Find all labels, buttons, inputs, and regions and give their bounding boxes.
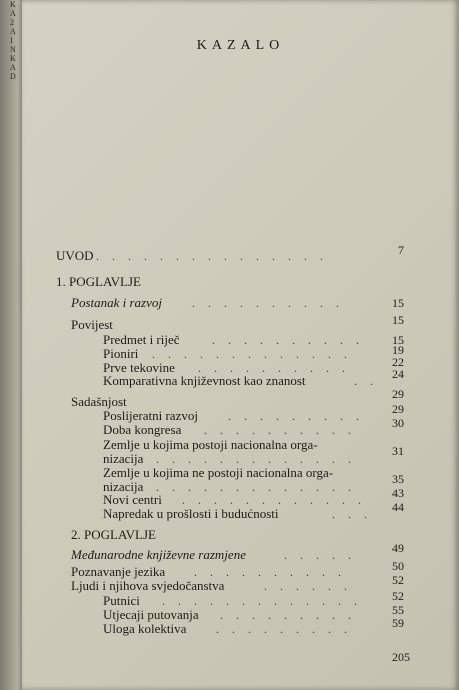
page-title: KAZALO [196,38,285,53]
chapter-heading [22,274,459,290]
toc-entry-page: 15 [392,296,404,310]
toc-entry-page: 30 [392,416,404,430]
toc-entry-label: nizacija [103,451,144,466]
toc-entry-label: Sadašnjost [71,394,127,409]
toc-entry [22,500,459,522]
toc-entry-page: 31 [392,444,404,458]
leader-dots: . . . . . . . . . . . . . [156,452,356,466]
toc-entry [22,313,459,333]
spine-char: K [10,54,16,63]
toc-entry-label: 2. POGLAVLJE [71,527,156,542]
toc-entry-page: 22 [392,355,404,369]
spine-char: A [10,9,16,18]
toc-entry-page: 7 [398,243,404,257]
spine-char: K [10,0,16,9]
toc-entry-label: Poznavanje jezika [71,564,166,579]
toc-entry-label: Prve tekovine [103,360,175,375]
toc-entry-label: Uloga kolektiva [103,621,187,636]
leader-dots: . . . . . [284,548,356,562]
toc-entry [22,243,459,264]
toc-entry-label: UVOD [56,248,94,263]
toc-entry-label: Predmet i riječ [103,332,180,347]
toc-entry-label: Međunarodne književne razmjene [71,547,246,562]
toc-entry-label: Napredak u prošlosti i budućnosti [103,506,279,521]
toc-entry-page: 44 [392,500,404,514]
toc-entry-label: nizacija [103,479,144,494]
leader-dots: . . . . . . . . . . . . . [152,347,352,361]
leader-dots: . . . . . . . . . . [198,361,350,375]
spine-char: N [10,45,16,54]
toc-entry-label: Ljudi i njihova svjedočanstva [71,578,225,593]
toc-entry-label: Postanak i razvoj [71,295,162,310]
leader-dots: . . . . . . [264,579,352,593]
adjacent-page-text [10,0,20,230]
toc-entry-page: 49 [392,541,404,555]
toc-entry [22,616,459,637]
toc-entry-page: 29 [392,402,404,416]
toc-entry-page: 15 [392,333,404,347]
leader-dots: . . . . . . . . . . . . . [162,594,362,608]
leader-dots: . . . . . . . . . . [192,296,344,310]
spine-char: 2 [10,18,14,27]
toc-entry-page: 24 [392,367,404,381]
leader-dots: . . [354,374,378,388]
leader-dots: . . . . . . . . . [216,622,352,636]
toc-entry-label: Poslijeratni razvoj [103,408,198,423]
toc-entry-page: 35 [392,472,404,486]
toc-entry-page: 55 [392,603,404,617]
spine-char: D [10,72,16,81]
leader-dots: . . . . . . . . . . [204,423,356,437]
leader-dots: . . . . . . . . . . . . [182,493,366,507]
toc-entry-label: Putnici [103,593,140,608]
toc-entry-label: Zemlje u kojima postoji nacionalna orga- [103,437,318,452]
toc-entry-page: 19 [392,343,404,357]
table-of-contents [22,0,459,690]
toc-entry-page: 52 [392,589,404,603]
toc-entry-page: 43 [392,486,404,500]
toc-entry-label: Povijest [71,317,113,332]
toc-entry-label: Doba kongresa [103,422,182,437]
leader-dots: . . . . . . . . . . . . . [156,480,356,494]
toc-entry-label: Komparativna književnost kao znanost [103,373,306,388]
book-page [22,0,459,690]
leader-dots: . . . . . . . . . . [194,565,346,579]
leader-dots: . . . . . . . . . . [212,333,364,347]
toc-entry-page: 59 [392,616,404,630]
toc-entry-page: 15 [392,313,404,327]
leader-dots: . . . . . . . . . [220,608,356,622]
page-number: 205 [392,650,410,664]
toc-entry-page: 50 [392,559,404,573]
toc-entry-page: 29 [392,387,404,401]
spine-char: I [10,36,13,45]
leader-dots: . . . . . . . . . [228,409,364,423]
toc-entry-label: Zemlje u kojima ne postoji nacionalna orga- [103,465,334,480]
toc-entry-page: 52 [392,573,404,587]
toc-entry [22,416,459,438]
toc-entry-label: Novi centri [103,492,162,507]
toc-entry-label: Pioniri [103,346,139,361]
leader-dots: . . . . . . . . . . . . . . . [96,249,328,263]
spine-char: A [10,63,16,72]
toc-entry-label: 1. POGLAVLJE [56,274,141,289]
toc-entry-label: Utjecaji putovanja [103,607,199,622]
spine-char: A [10,27,16,36]
toc-entry [22,295,459,311]
leader-dots: . . . [332,507,372,521]
